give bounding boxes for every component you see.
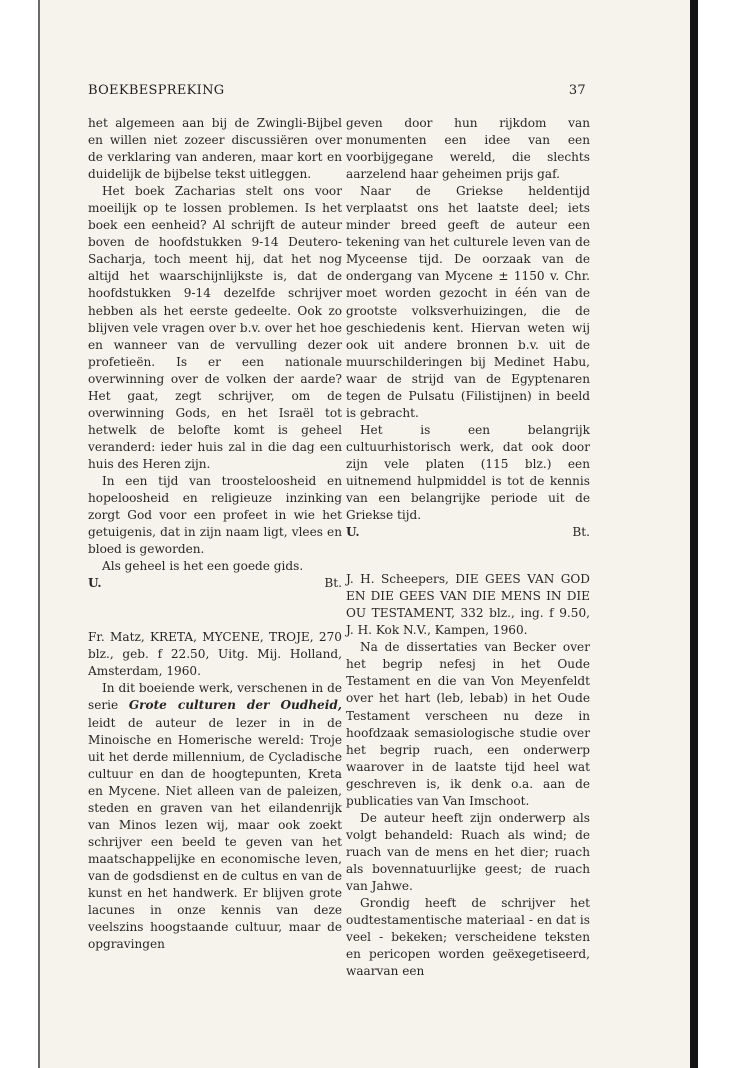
paragraph: het algemeen aan bij de Zwingli-Bijbel en willen niet zozeer discussiëren over de verklaring van anderen, maar kort en duidelijk de bijbelse tekst uitleggen.: [88, 116, 342, 182]
book-citation: Fr. Matz, KRETA, MYCENE, TROJE, 270 blz., geb. f 22.50, Uitg. Mij. Holland, Amsterdam, 1960.: [88, 630, 342, 679]
paragraph: [88, 680, 342, 953]
left-column: [88, 115, 342, 953]
paragraph: geven door hun rijkdom van monumenten een idee van een voorbijgegane wereld, die slechts aarzelend haar geheimen prijs gaf.: [346, 116, 590, 182]
reviewer-signature: [346, 524, 590, 541]
paragraph: In een tijd van troosteloosheid en hopeloosheid en religieuze inzinking zorgt God voor een profeet in wie het getuigenis, dat in zijn naam ligt, vlees en bloed is geworden.: [88, 473, 342, 557]
running-header: [88, 83, 586, 103]
signature-abbrev: Bt.: [572, 525, 590, 540]
signature-abbrev: Bt.: [324, 576, 342, 591]
paragraph: Als geheel is het een goede gids.: [102, 559, 304, 574]
paragraph: De auteur heeft zijn onderwerp als volgt behandeld: Ruach als wind; de ruach van de mens en het dier; ruach als bovennatuurlijke geest; de ruach van Jahwe.: [346, 810, 590, 893]
paragraph: Na de dissertaties van Becker over het begrip nefesj in het Oude Testament en die van Von Meyenfeldt over het hart (leb, lebab) in het Oude Testament verscheen nu deze in hoofdzaak semasiologische studie over het begrip ruach, een onderwerp waarover in de laatste tijd heel wat geschreven is, ik denk o.a. aan de publicaties van Van Imschoot.: [346, 640, 590, 808]
paragraph: Het is een belangrijk cultuurhistorisch werk, dat ook door zijn vele platen (115 blz.) een uitnemend hulpmiddel is tot de kennis van een belangrijke periode uit de Griekse tijd.: [346, 422, 590, 523]
paragraph-text: leidt de auteur de lezer in in de Minoische en Homerische wereld: Troje uit het derde millennium, de Cycladische cultuur en dan de hoogtepunten, Kreta en Mycene. Niet alleen van de paleizen, steden en graven van het eilandenrijk van Minos lezen wij, maar ook zoekt schrijver een beeld te geven van het maatschappelijke en economische leven, van de godsdienst en de cultus en van de kunst en het handwerk. Er blijven grote lacunes in onze kennis van deze veelszins hoogstaande cultuur, maar de opgravingen: [88, 715, 342, 952]
book-citation: J. H. Scheepers, DIE GEES VAN GOD EN DIE GEES VAN DIE MENS IN DIE OU TESTAMENT, 332 blz., ing. f 9.50, J. H. Kok N.V., Kampen, 1960.: [346, 572, 590, 638]
paragraph: Het boek Zacharias stelt ons voor moeilijk op te lossen problemen. Is het boek een eenheid? Al schrijft de auteur boven de hoofdstukken 9-14 Deutero-Sacharja, toch meent hij, dat het nog altijd het waarschijnlijkste is, dat de hoofdstukken 9-14 dezelfde schrijver hebben als het eerste gedeelte. Ook zo blijven vele vragen over b.v. over het hoe en wanneer van de vervulling dezer profetieën. Is er een nationale overwinning over de volken der aarde? Het gaat, zegt schrijver, om de overwinning Gods, en het Israël tot hetwelk de belofte komt is geheel veranderd: ieder huis zal in die dag een huis des Heren zijn.: [88, 184, 342, 471]
paragraph-text: In dit boeiende werk, verschenen in de serie: [88, 681, 342, 713]
paragraph: Naar de Griekse heldentijd verplaatst ons het laatste deel; iets minder breed geeft de auteur een tekening van het culturele leven van de Myceense tijd. De oorzaak van de ondergang van Mycene ± 1150 v. Chr. moet worden gezocht in één van de grootste volksverhuizingen, die de geschiedenis kent. Hiervan weten wij ook uit andere bronnen b.v. uit de muurschilderingen bij Medinet Habu, waar de strijd van de Egyptenaren tegen de Pulsatu (Filistijnen) in beeld is gebracht.: [346, 184, 590, 420]
right-column: [346, 115, 590, 980]
series-title: Grote culturen der Oudheid,: [128, 698, 342, 713]
paragraph: Grondig heeft de schrijver het oudtestamentische materiaal - en dat is veel - bekeken; verscheidene teksten en pericopen worden geëxegetiseerd, waarvan een: [346, 896, 590, 979]
reviewer-signature: [88, 575, 342, 592]
signature-initial: U.: [88, 576, 102, 591]
running-title: BOEKBESPREKING: [88, 83, 225, 98]
signature-initial: U.: [346, 525, 360, 540]
scan-right-edge: [690, 0, 698, 1068]
page-number: 37: [568, 83, 586, 98]
